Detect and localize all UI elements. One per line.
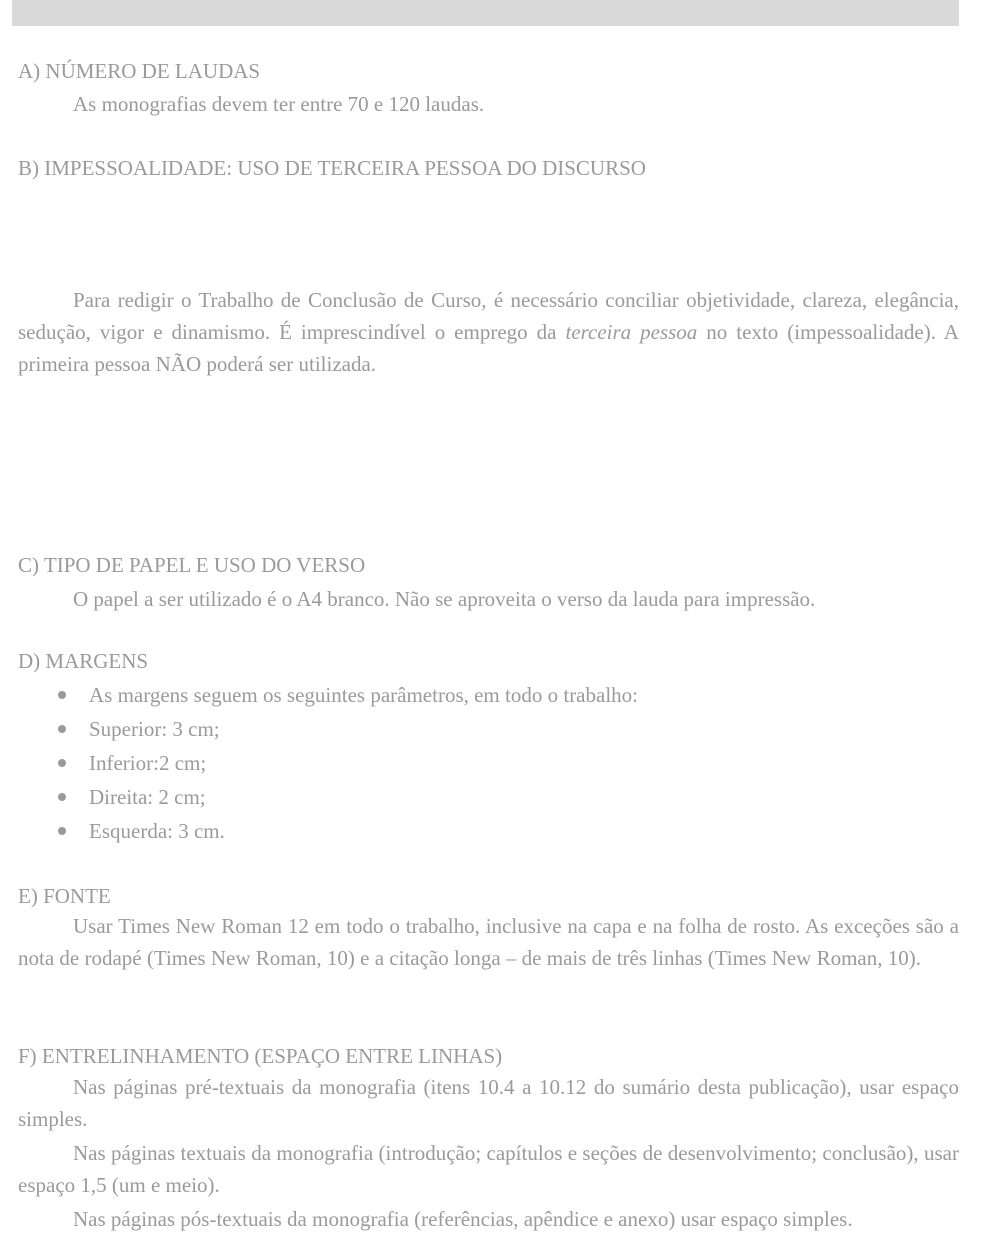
- bullet-icon: [58, 691, 66, 699]
- section-f-paragraph-2: [18, 1137, 959, 1201]
- list-item-text: Superior: 3 cm;: [89, 717, 220, 741]
- section-c-text: O papel a ser utilizado é o A4 branco. Não se aproveita o verso da lauda para impressão.: [73, 587, 816, 611]
- section-a-text: As monografias devem ter entre 70 e 120 laudas.: [73, 92, 485, 116]
- top-header-bar: [12, 0, 959, 26]
- section-f-paragraph-3: [18, 1203, 959, 1235]
- section-b-text-part1: Para redigir o Trabalho de Conclusão de Curso, é necessário conciliar objetividade, clareza, elegância, sedução, vigor e dinamismo. É imprescindível o emprego da: [18, 288, 959, 344]
- section-f-text-1: Nas páginas pré-textuais da monografia (itens 10.4 a 10.12 do sumário desta publicação), usar espaço simples.: [18, 1075, 959, 1131]
- list-item-text: Esquerda: 3 cm.: [89, 819, 225, 843]
- section-f-text-2: Nas páginas textuais da monografia (introdução; capítulos e seções de desenvolvimento; conclusão), usar espaço 1,5 (um e meio).: [18, 1141, 959, 1197]
- section-f-text-3: Nas páginas pós-textuais da monografia (referências, apêndice e anexo) usar espaço simples.: [73, 1207, 853, 1231]
- section-e-text: Usar Times New Roman 12 em todo o trabalho, inclusive na capa e na folha de rosto. As exceções são a nota de rodapé (Times New Roman, 10) e a citação longa – de mais de três linhas (Times New Roman, 10).: [18, 914, 959, 970]
- bullet-icon: [58, 725, 66, 733]
- bullet-icon: [58, 827, 66, 835]
- section-b-heading: B) IMPESSOALIDADE: USO DE TERCEIRA PESSOA DO DISCURSO: [18, 156, 646, 180]
- section-f-heading: F) ENTRELINHAMENTO (ESPAÇO ENTRE LINHAS): [18, 1044, 503, 1068]
- section-b-paragraph: [18, 284, 959, 380]
- section-e-paragraph: [18, 910, 959, 974]
- list-item-text: Direita: 2 cm;: [89, 785, 206, 809]
- bullet-icon: [58, 759, 66, 767]
- section-f-paragraph-1: [18, 1071, 959, 1135]
- list-item-text: As margens seguem os seguintes parâmetros, em todo o trabalho:: [89, 683, 638, 707]
- list-item-text: Inferior:2 cm;: [89, 751, 207, 775]
- section-a-heading: A) NÚMERO DE LAUDAS: [18, 59, 261, 83]
- section-b-text-italic: terceira pessoa: [565, 320, 698, 344]
- bullet-icon: [58, 793, 66, 801]
- section-e-heading: E) FONTE: [18, 884, 111, 908]
- section-b-text-part2: no texto (impessoalidade). A primeira pessoa NÃO poderá ser utilizada.: [18, 320, 959, 376]
- section-c-heading: C) TIPO DE PAPEL E USO DO VERSO: [18, 553, 366, 577]
- section-d-heading: D) MARGENS: [18, 649, 149, 673]
